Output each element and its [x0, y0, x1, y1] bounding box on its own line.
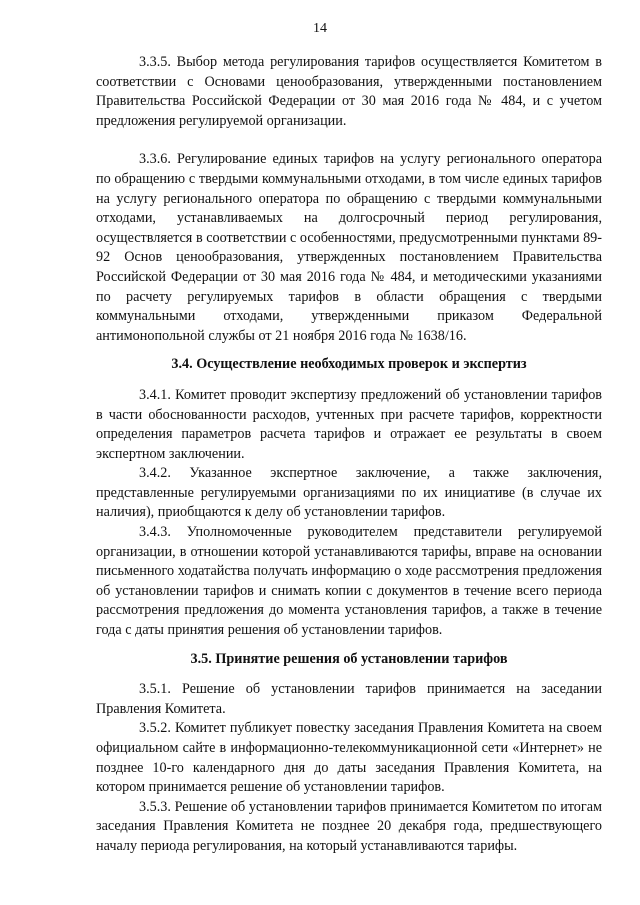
document-body [96, 53, 602, 857]
paragraph-3-5-1: 3.5.1. Решение об установлении тарифов принимается на заседании Правления Комитета. [96, 681, 602, 717]
paragraph-3-4-1: 3.4.1. Комитет проводит экспертизу предложений об установлении тарифов в части обоснованности расходов, учтенных при расчете тарифов, корректности определения параметров расчета тарифов и отражает ее результаты в своем экспертном заключении. [96, 386, 602, 462]
paragraph-3-5-2: 3.5.2. Комитет публикует повестку заседания Правления Комитета на своем официальном сайте в информационно-телекоммуникационной сети «Интернет» не позднее 10-го календарного дня до даты заседания Правления Комитета, на котором принимается решение об установлении тарифов. [96, 720, 602, 796]
paragraph-3-4-2: 3.4.2. Указанное экспертное заключение, а также заключения, представленные регулируемыми организациями по их инициативе (в случае их наличия), приобщаются к делу об установлении тарифов. [96, 465, 602, 521]
section-heading-3-4: 3.4. Осуществление необходимых проверок и экспертиз [171, 356, 527, 373]
page-number: 14 [313, 21, 327, 36]
paragraph-3-4-3: 3.4.3. Уполномоченные руководителем представители регулируемой организации, в отношении которой устанавливаются тарифы, вправе на основании письменного ходатайства получать информацию о ходе рассмотрения предложения об установлении тарифов и снимать копии с документов в течение всего периода рассмотрения предложения до момента установления тарифов, а также в течение года с даты принятия решения об установлении тарифов. [96, 524, 602, 639]
section-heading-3-5: 3.5. Принятие решения об установлении тарифов [190, 650, 508, 667]
paragraph-3-5-3: 3.5.3. Решение об установлении тарифов принимается Комитетом по итогам заседания Правления Комитета не позднее 20 декабря года, предшествующего началу периода регулирования, на который устанавливаются тарифы. [96, 798, 602, 854]
paragraph-3-3-5: 3.3.5. Выбор метода регулирования тарифов осуществляется Комитетом в соответствии с Основами ценообразования, утвержденными постановлением Правительства Российской Федерации от 30 мая 2016 года № 484, и с учетом предложения регулируемой организации. [96, 54, 602, 129]
paragraph-3-3-6: 3.3.6. Регулирование единых тарифов на услугу регионального оператора по обращению с твердыми коммунальными отходами, в том числе единых тарифов на услугу регионального оператора по обращению с твердыми коммунальными отходами, устанавливаемых на долгосрочный период регулирования, осуществляется в соответствии с особенностями, предусмотренными пунктами 89-92 Основ ценообразования, утвержденных постановлением Правительства Российской Федерации от 30 мая 2016 года № 484, и методическими указаниями по расчету регулируемых тарифов в области обращения с твердыми коммунальными отходами, утвержденными приказом Федеральной антимонопольной службы от 21 ноября 2016 года № 1638/16. [96, 151, 602, 344]
